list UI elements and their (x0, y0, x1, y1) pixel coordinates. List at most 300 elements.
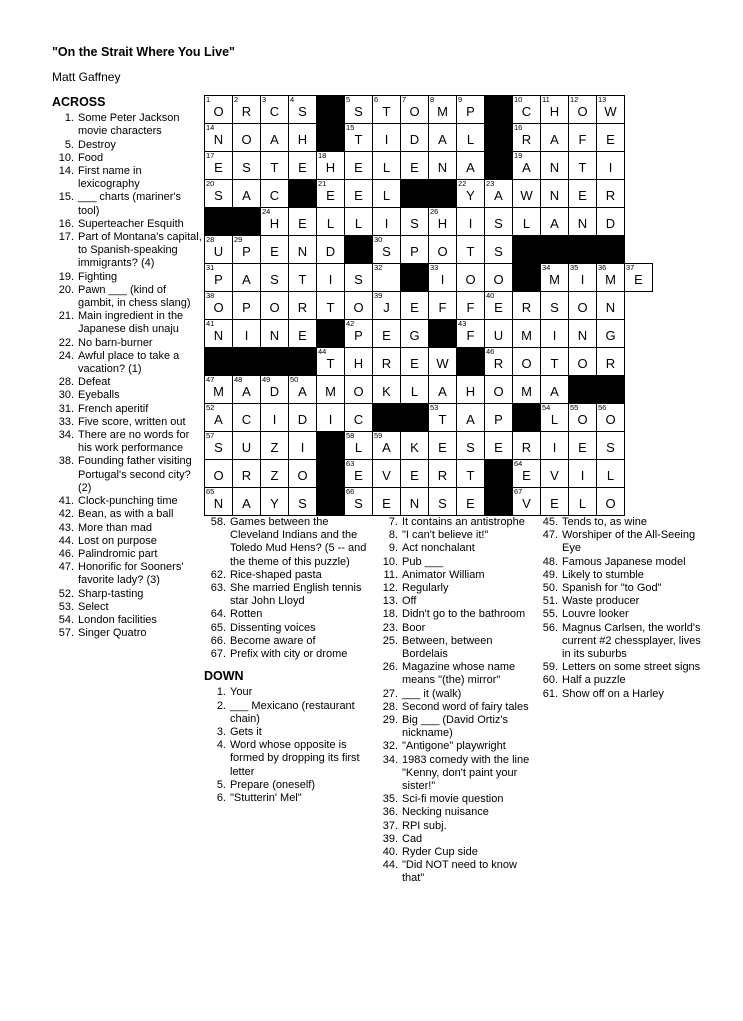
clue-number: 1. (64, 112, 74, 125)
clue-item[interactable] (536, 622, 711, 662)
grid-cell[interactable] (233, 236, 261, 264)
clue-item[interactable] (376, 582, 541, 595)
clue-item[interactable] (52, 112, 202, 138)
grid-cell[interactable] (569, 488, 597, 516)
grid-cell[interactable] (317, 152, 345, 180)
clue-item[interactable] (376, 595, 541, 608)
grid-cell[interactable] (401, 348, 429, 376)
clue-item[interactable] (376, 820, 541, 833)
grid-cell[interactable] (289, 152, 317, 180)
clue-item[interactable] (376, 740, 541, 753)
grid-cell[interactable] (261, 404, 289, 432)
grid-cell[interactable] (401, 208, 429, 236)
grid-cell[interactable] (541, 292, 569, 320)
grid-cell-letter: V (522, 496, 531, 511)
grid-cell[interactable] (289, 460, 317, 488)
grid-cell[interactable] (261, 264, 289, 292)
grid-cell[interactable] (429, 152, 457, 180)
grid-cell[interactable] (373, 460, 401, 488)
grid-cell[interactable] (205, 264, 233, 292)
grid-cell[interactable] (569, 320, 597, 348)
clue-column-4 (536, 516, 711, 701)
clue-text: More than mad (78, 521, 152, 534)
clue-item[interactable] (52, 271, 202, 284)
clue-item[interactable] (204, 686, 369, 699)
grid-cell[interactable] (233, 460, 261, 488)
grid-cell[interactable] (513, 292, 541, 320)
grid-cell[interactable] (457, 460, 485, 488)
grid-cell[interactable] (429, 96, 457, 124)
grid-cell-letter: M (437, 104, 448, 119)
clue-number: 57. (58, 627, 74, 640)
clue-item[interactable] (52, 416, 202, 429)
grid-cell[interactable] (513, 488, 541, 516)
grid-cell[interactable] (457, 320, 485, 348)
clue-item[interactable] (536, 582, 711, 595)
grid-cell[interactable] (261, 432, 289, 460)
clue-number: 25. (382, 634, 398, 647)
grid-cell[interactable] (429, 264, 457, 292)
grid-cell[interactable] (401, 236, 429, 264)
grid-cell[interactable] (317, 236, 345, 264)
grid-cell[interactable] (485, 208, 513, 236)
grid-cell[interactable] (205, 180, 233, 208)
grid-cell[interactable] (373, 124, 401, 152)
grid-cell[interactable] (597, 320, 625, 348)
grid-cell[interactable] (317, 348, 345, 376)
clue-item[interactable] (536, 595, 711, 608)
grid-cell[interactable] (373, 432, 401, 460)
grid-cell[interactable] (569, 96, 597, 124)
clue-item[interactable] (52, 152, 202, 165)
grid-cell[interactable] (233, 180, 261, 208)
grid-cell[interactable] (233, 152, 261, 180)
clue-item[interactable] (204, 792, 369, 805)
grid-cell[interactable] (597, 180, 625, 208)
grid-cell[interactable] (373, 236, 401, 264)
grid-cell-letter: O (577, 104, 588, 119)
grid-cell[interactable] (569, 432, 597, 460)
grid-cell-number: 59 (374, 431, 383, 440)
clue-item[interactable] (52, 429, 202, 455)
clue-item[interactable] (204, 779, 369, 792)
grid-cell[interactable] (373, 348, 401, 376)
grid-cell[interactable] (317, 180, 345, 208)
grid-cell[interactable] (289, 320, 317, 348)
clue-item[interactable] (376, 516, 541, 529)
clue-item[interactable] (376, 754, 541, 794)
clue-item[interactable] (52, 403, 202, 416)
clue-text: Letters on some street signs (562, 661, 701, 674)
grid-cell[interactable] (233, 96, 261, 124)
grid-cell[interactable] (401, 124, 429, 152)
grid-cell[interactable] (317, 404, 345, 432)
clue-item[interactable] (204, 700, 369, 726)
across-heading: ACROSS (52, 95, 106, 109)
grid-cell-letter: U (493, 328, 504, 343)
clue-item[interactable] (204, 608, 369, 621)
grid-cell[interactable] (401, 96, 429, 124)
clue-item[interactable] (52, 455, 202, 495)
clue-item[interactable] (536, 674, 711, 687)
grid-cell[interactable] (513, 376, 541, 404)
grid-cell[interactable] (597, 460, 625, 488)
grid-cell[interactable] (457, 488, 485, 516)
grid-cell[interactable] (457, 292, 485, 320)
grid-cell[interactable] (457, 124, 485, 152)
grid-cell[interactable] (541, 376, 569, 404)
clue-item[interactable] (376, 714, 541, 740)
grid-cell[interactable] (345, 404, 373, 432)
clue-item[interactable] (536, 688, 711, 701)
clue-item[interactable] (376, 793, 541, 806)
grid-cell-letter: G (605, 328, 616, 343)
clue-item[interactable] (376, 833, 541, 846)
clue-item[interactable] (536, 661, 711, 674)
grid-cell[interactable] (597, 348, 625, 376)
clue-item[interactable] (376, 846, 541, 859)
grid-cell[interactable] (373, 180, 401, 208)
grid-cell[interactable] (569, 208, 597, 236)
grid-cell[interactable] (261, 460, 289, 488)
grid-cell[interactable] (429, 404, 457, 432)
grid-cell[interactable] (205, 292, 233, 320)
clue-item[interactable] (52, 508, 202, 521)
clue-item[interactable] (52, 284, 202, 310)
grid-cell[interactable] (625, 264, 653, 292)
grid-cell-letter: S (354, 104, 363, 119)
grid-cell[interactable] (345, 264, 373, 292)
grid-cell[interactable] (261, 292, 289, 320)
grid-cell[interactable] (485, 292, 513, 320)
grid-cell[interactable] (429, 124, 457, 152)
grid-cell[interactable] (261, 96, 289, 124)
clue-item[interactable] (376, 622, 541, 635)
grid-cell[interactable] (205, 432, 233, 460)
grid-cell[interactable] (513, 432, 541, 460)
grid-cell[interactable] (541, 96, 569, 124)
grid-cell[interactable] (261, 376, 289, 404)
clue-item[interactable] (52, 337, 202, 350)
grid-cell[interactable] (485, 376, 513, 404)
grid-cell[interactable] (569, 292, 597, 320)
grid-cell-letter: R (493, 356, 504, 371)
grid-cell[interactable] (401, 432, 429, 460)
clue-item[interactable] (536, 569, 711, 582)
grid-cell[interactable] (541, 404, 569, 432)
grid-cell[interactable] (289, 208, 317, 236)
grid-cell[interactable] (401, 292, 429, 320)
grid-cell[interactable] (205, 124, 233, 152)
grid-cell-number: 9 (458, 95, 463, 104)
grid-cell[interactable] (205, 320, 233, 348)
grid-cell[interactable] (345, 460, 373, 488)
grid-cell[interactable] (345, 348, 373, 376)
grid-cell[interactable] (261, 124, 289, 152)
grid-cell[interactable] (233, 404, 261, 432)
grid-cell[interactable] (317, 292, 345, 320)
grid-cell[interactable] (541, 124, 569, 152)
grid-cell-letter: P (494, 412, 503, 427)
grid-block-cell (401, 404, 429, 432)
clue-item[interactable] (52, 614, 202, 627)
grid-cell-letter: A (242, 496, 251, 511)
clue-item[interactable] (536, 529, 711, 555)
grid-cell[interactable] (289, 488, 317, 516)
grid-cell[interactable] (541, 152, 569, 180)
grid-cell[interactable] (317, 264, 345, 292)
grid-cell[interactable] (457, 264, 485, 292)
clue-item[interactable] (52, 139, 202, 152)
grid-cell[interactable] (485, 432, 513, 460)
clue-item[interactable] (376, 688, 541, 701)
grid-cell[interactable] (485, 404, 513, 432)
grid-cell[interactable] (541, 488, 569, 516)
grid-cell[interactable] (233, 264, 261, 292)
clue-item[interactable] (52, 310, 202, 336)
grid-cell[interactable] (401, 488, 429, 516)
grid-cell[interactable] (401, 376, 429, 404)
clue-item[interactable] (52, 165, 202, 191)
grid-cell[interactable] (597, 404, 625, 432)
clue-text: Necking nuisance (402, 806, 489, 819)
grid-cell[interactable] (541, 264, 569, 292)
grid-cell[interactable] (513, 460, 541, 488)
clue-item[interactable] (52, 191, 202, 217)
clue-item[interactable] (204, 648, 369, 661)
clue-item[interactable] (376, 806, 541, 819)
grid-cell[interactable] (233, 292, 261, 320)
clue-text: Singer Quatro (78, 627, 147, 640)
clue-item[interactable] (536, 608, 711, 621)
clue-item[interactable] (204, 516, 369, 569)
grid-cell[interactable] (457, 180, 485, 208)
grid-cell[interactable] (205, 404, 233, 432)
clue-item[interactable] (536, 516, 711, 529)
clue-number: 42. (58, 508, 74, 521)
grid-cell[interactable] (457, 152, 485, 180)
grid-cell[interactable] (513, 180, 541, 208)
clue-item[interactable] (52, 350, 202, 376)
clue-item[interactable] (204, 726, 369, 739)
clue-item[interactable] (376, 569, 541, 582)
grid-cell[interactable] (205, 236, 233, 264)
clue-item[interactable] (52, 535, 202, 548)
grid-cell[interactable] (457, 432, 485, 460)
grid-cell[interactable] (317, 208, 345, 236)
grid-cell[interactable] (429, 432, 457, 460)
grid-cell[interactable] (513, 320, 541, 348)
grid-cell[interactable] (345, 376, 373, 404)
grid-cell[interactable] (485, 348, 513, 376)
grid-cell[interactable] (289, 124, 317, 152)
clue-item[interactable] (536, 556, 711, 569)
grid-cell[interactable] (289, 432, 317, 460)
clue-item[interactable] (376, 529, 541, 542)
grid-cell[interactable] (317, 376, 345, 404)
grid-cell[interactable] (541, 180, 569, 208)
grid-cell[interactable] (429, 376, 457, 404)
grid-cell[interactable] (345, 152, 373, 180)
grid-cell[interactable] (261, 180, 289, 208)
grid-cell[interactable] (345, 292, 373, 320)
grid-cell[interactable] (205, 460, 233, 488)
clue-item[interactable] (52, 548, 202, 561)
grid-cell[interactable] (261, 152, 289, 180)
grid-cell[interactable] (289, 96, 317, 124)
grid-cell[interactable] (485, 236, 513, 264)
page-title: "On the Strait Where You Live" (52, 45, 235, 59)
grid-cell-letter: H (437, 216, 448, 231)
clue-text: Ryder Cup side (402, 846, 478, 859)
clue-item[interactable] (52, 376, 202, 389)
grid-cell[interactable] (205, 488, 233, 516)
clue-item[interactable] (376, 661, 541, 687)
grid-cell[interactable] (485, 320, 513, 348)
clue-item[interactable] (204, 582, 369, 608)
grid-block-cell (233, 208, 261, 236)
grid-cell[interactable] (569, 348, 597, 376)
grid-cell-number: 8 (430, 95, 435, 104)
grid-cell[interactable] (233, 488, 261, 516)
grid-cell[interactable] (373, 264, 401, 292)
clue-item[interactable] (52, 561, 202, 587)
grid-cell[interactable] (233, 376, 261, 404)
grid-cell[interactable] (233, 432, 261, 460)
grid-cell-letter: N (269, 328, 280, 343)
grid-cell[interactable] (345, 180, 373, 208)
grid-cell[interactable] (429, 348, 457, 376)
grid-cell[interactable] (205, 96, 233, 124)
grid-cell[interactable] (569, 264, 597, 292)
grid-cell-letter: R (605, 188, 616, 203)
grid-cell[interactable] (205, 376, 233, 404)
clue-item[interactable] (204, 622, 369, 635)
clue-item[interactable] (376, 701, 541, 714)
grid-cell[interactable] (373, 292, 401, 320)
grid-cell[interactable] (289, 236, 317, 264)
grid-cell[interactable] (485, 180, 513, 208)
grid-cell[interactable] (345, 320, 373, 348)
grid-cell[interactable] (345, 488, 373, 516)
grid-cell[interactable] (457, 404, 485, 432)
clue-item[interactable] (204, 569, 369, 582)
clue-item[interactable] (52, 588, 202, 601)
grid-cell[interactable] (457, 208, 485, 236)
clue-item[interactable] (376, 556, 541, 569)
grid-cell[interactable] (429, 208, 457, 236)
grid-cell[interactable] (597, 264, 625, 292)
grid-cell[interactable] (597, 208, 625, 236)
grid-cell[interactable] (289, 404, 317, 432)
grid-cell[interactable] (373, 488, 401, 516)
clue-item[interactable] (376, 542, 541, 555)
grid-cell[interactable] (289, 376, 317, 404)
clue-item[interactable] (376, 635, 541, 661)
grid-cell[interactable] (457, 376, 485, 404)
grid-cell[interactable] (569, 152, 597, 180)
grid-cell[interactable] (541, 348, 569, 376)
grid-cell[interactable] (597, 292, 625, 320)
grid-cell[interactable] (569, 180, 597, 208)
grid-cell[interactable] (345, 208, 373, 236)
grid-cell[interactable] (401, 460, 429, 488)
grid-cell[interactable] (261, 208, 289, 236)
grid-cell-letter: E (438, 440, 447, 455)
grid-cell[interactable] (569, 460, 597, 488)
grid-cell[interactable] (233, 124, 261, 152)
clue-item[interactable] (52, 218, 202, 231)
grid-cell[interactable] (345, 96, 373, 124)
clue-item[interactable] (52, 389, 202, 402)
grid-cell[interactable] (205, 152, 233, 180)
clue-item[interactable] (52, 495, 202, 508)
grid-cell[interactable] (541, 320, 569, 348)
grid-cell[interactable] (597, 432, 625, 460)
clue-item[interactable] (52, 627, 202, 640)
clue-item[interactable] (376, 608, 541, 621)
grid-cell[interactable] (429, 488, 457, 516)
grid-cell[interactable] (401, 152, 429, 180)
grid-cell[interactable] (261, 488, 289, 516)
grid-cell[interactable] (373, 208, 401, 236)
grid-cell[interactable] (345, 124, 373, 152)
clue-item[interactable] (52, 601, 202, 614)
grid-cell[interactable] (345, 432, 373, 460)
grid-cell[interactable] (597, 152, 625, 180)
grid-block-cell (569, 376, 597, 404)
grid-cell[interactable] (289, 264, 317, 292)
grid-cell[interactable] (429, 292, 457, 320)
grid-cell[interactable] (513, 208, 541, 236)
grid-cell[interactable] (597, 124, 625, 152)
grid-cell[interactable] (513, 348, 541, 376)
grid-cell[interactable] (541, 460, 569, 488)
grid-cell[interactable] (261, 320, 289, 348)
grid-cell[interactable] (429, 236, 457, 264)
grid-cell[interactable] (485, 264, 513, 292)
grid-cell[interactable] (513, 96, 541, 124)
grid-cell[interactable] (373, 152, 401, 180)
grid-cell[interactable] (261, 236, 289, 264)
clue-item[interactable] (204, 635, 369, 648)
grid-cell[interactable] (541, 208, 569, 236)
grid-cell[interactable] (541, 432, 569, 460)
grid-cell[interactable] (513, 124, 541, 152)
grid-cell[interactable] (457, 236, 485, 264)
grid-cell[interactable] (597, 96, 625, 124)
grid-cell[interactable] (457, 96, 485, 124)
grid-cell[interactable] (513, 152, 541, 180)
grid-cell[interactable] (233, 320, 261, 348)
crossword-grid[interactable] (204, 95, 653, 516)
grid-cell[interactable] (569, 404, 597, 432)
grid-cell[interactable] (569, 124, 597, 152)
grid-cell[interactable] (373, 376, 401, 404)
grid-cell[interactable] (597, 488, 625, 516)
clue-item[interactable] (52, 522, 202, 535)
grid-cell[interactable] (289, 292, 317, 320)
grid-block-cell (345, 236, 373, 264)
grid-cell-letter: S (438, 496, 447, 511)
grid-cell[interactable] (373, 96, 401, 124)
grid-cell[interactable] (373, 320, 401, 348)
grid-cell[interactable] (429, 460, 457, 488)
grid-cell[interactable] (401, 320, 429, 348)
clue-item[interactable] (52, 231, 202, 271)
clue-item[interactable] (376, 859, 541, 885)
clue-item[interactable] (204, 739, 369, 779)
